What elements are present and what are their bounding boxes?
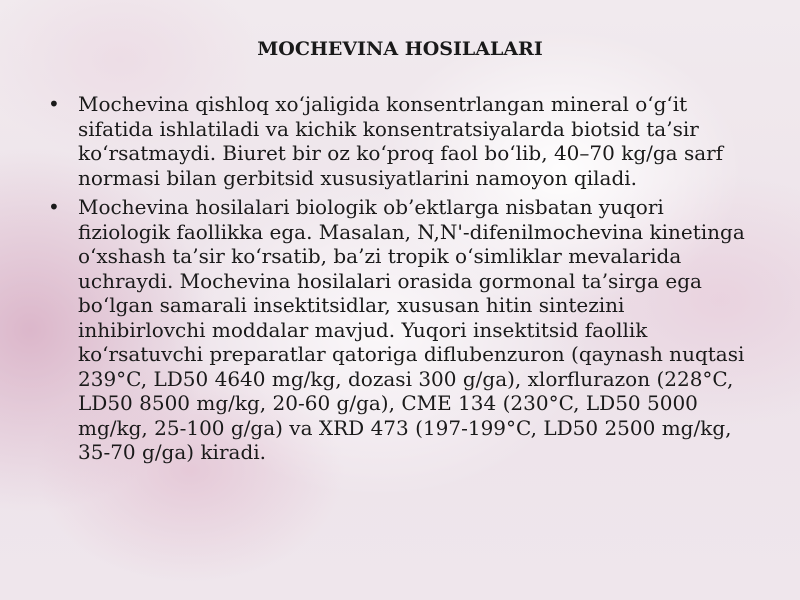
bullet-icon: • [48,92,60,116]
bullet-text-1: Mochevina qishloq xo‘jaligida konsentrlangan mineral o‘g‘it sifatida ishlatiladi va kichik konsentratsiyalarda biotsid ta’sir ko‘rsatmaydi. Biuret bir oz ko‘proq faol bo‘lib, 40–70 kg/ga sarf normasi bilan gerbitsid xususiyatlarini namoyon qiladi. [78,92,724,190]
slide-title: MOCHEVINA HOSILALARI [257,38,543,60]
bullet-item-2 [48,195,748,465]
bullet-icon: • [48,195,60,219]
bullet-item-1 [48,92,748,190]
bullet-text-2: Mochevina hosilalari biologik ob’ektlarga nisbatan yuqori fiziologik faollikka ega. Masalan, N,N'-difenilmochevina kinetinga o‘xshash ta’sir ko‘rsatib, ba’zi tropik o‘simliklar mevalarida uchraydi. Mochevina hosilalari orasida gormonal ta’sirga ega bo‘lgan samarali insektitsidlar, xususan hitin sintezini inhibirlovchi moddalar mavjud. Yuqori insektitsid faollik ko‘rsatuvchi preparatlar qatoriga diflubenzuron (qaynash nuqtasi 239°C, LD50 4640 mg/kg, dozasi 300 g/ga), xlorflurazon (228°C, LD50 8500 mg/kg, 20-60 g/ga), CME 134 (230°C, LD50 5000 mg/kg, 25-100 g/ga) va XRD 473 (197-199°C, LD50 2500 mg/kg, 35-70 g/ga) kiradi. [78,195,745,464]
bullet-list [48,92,748,470]
